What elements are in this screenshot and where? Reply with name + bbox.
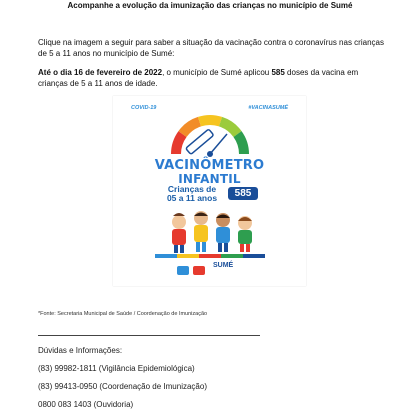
strip-segment <box>155 254 177 258</box>
summary-text-b: doses da vacina em crianças de 5 a 11 anos de idade. <box>38 68 359 88</box>
poster-subtitle <box>157 185 227 202</box>
poster-subtitle-line1: Crianças de <box>167 184 217 194</box>
strip-segment <box>243 254 265 258</box>
poster-title-line1: VACINÔMETRO <box>154 158 265 173</box>
contact-line: (83) 99413-0950 (Coordenação de Imunização) <box>38 382 207 391</box>
gauge-segment <box>221 122 238 134</box>
contacts-heading: Dúvidas e Informações: <box>38 346 123 355</box>
gauge-syringe-icon <box>165 114 255 164</box>
poster-title-line2: INFANTIL <box>178 172 241 186</box>
color-strip <box>155 254 265 258</box>
page-title: Acompanhe a evolução da imunização das crianças no município de Sumé <box>67 1 353 10</box>
divider <box>38 335 260 336</box>
contact-line: (83) 99982-1811 (Vigilância Epidemiológica) <box>38 364 195 373</box>
strip-segment <box>199 254 221 258</box>
contact-line: 0800 083 1403 (Ouvidoria) <box>38 400 134 409</box>
vaccine-count-badge: 585 <box>228 187 258 200</box>
sume-logo: SUMÉ <box>213 262 234 269</box>
strip-segment <box>177 254 199 258</box>
intro-text: Clique na imagem a seguir para saber a situação da vacinação contra o coronavírus nas crianças de 5 a 11 anos no município de Sumé: <box>38 38 384 58</box>
poster-tag-hashtag: #VACINASUMÉ <box>248 105 288 111</box>
vaccinometer-image-link[interactable] <box>113 96 306 286</box>
strip-segment <box>221 254 243 258</box>
summary-text-a: , o município de Sumé aplicou <box>162 68 272 77</box>
children-illustration-icon <box>161 208 261 254</box>
summary-doses: 585 <box>271 68 285 77</box>
gauge-segment <box>176 134 182 154</box>
poster-subtitle-line2: 05 a 11 anos <box>166 192 218 203</box>
gauge-segment <box>238 134 244 154</box>
summary-text <box>38 67 388 89</box>
gauge-segment <box>199 120 220 122</box>
poster-tag-covid: COVID-19 <box>131 105 157 111</box>
summary-date: Até o dia 16 de fevereiro de 2022 <box>38 68 163 77</box>
source-footnote: *Fonte: Secretaria Municipal de Saúde / Coordenação de Imunização <box>38 311 208 317</box>
gauge-segment <box>182 122 199 134</box>
